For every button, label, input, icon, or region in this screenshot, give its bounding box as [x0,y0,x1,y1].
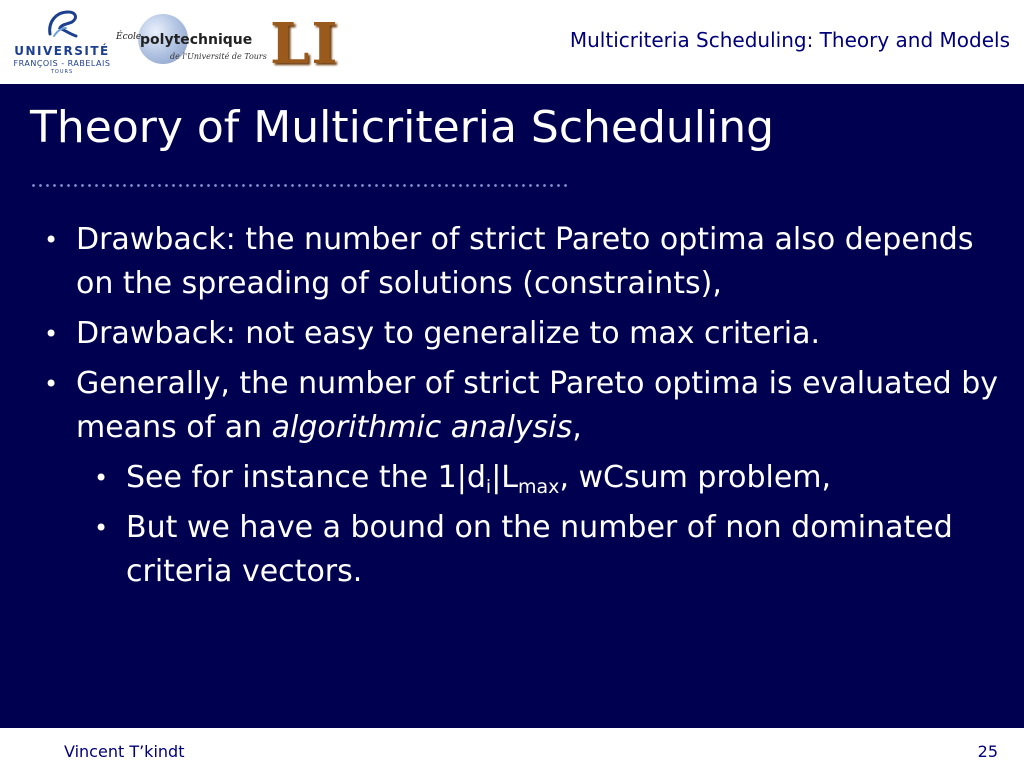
slide-body [40,218,1000,600]
bullet-icon: • [44,370,59,398]
bullet-item [40,312,1000,356]
slide-content-area [0,84,1024,726]
presentation-title: Multicriteria Scheduling: Theory and Models [569,28,1010,52]
university-logo-line2: FRANÇOIS - RABELAIS [13,59,111,68]
bullet-text-after: , [572,410,582,445]
bullet-item [40,218,1000,306]
slide-title: Theory of Multicriteria Scheduling [30,102,775,153]
author-name: Vincent T’kindt [64,742,185,761]
bullet-icon: • [44,320,59,348]
polytechnique-logo-sub: de l'Université de Tours [170,52,267,61]
bullet-icon: • [44,226,59,254]
subscript-i: i [485,476,492,498]
polytechnique-logo [112,2,268,80]
header-bar [0,0,1024,84]
bullet-text: Drawback: the number of strict Pareto optima also depends on the spreading of solutions (constraints), [76,222,974,301]
bullet-text: But we have a bound on the number of non dominated criteria vectors. [126,510,953,589]
bullet-text-emphasis: algorithmic analysis [271,410,573,445]
li-lab-logo: LI [270,11,340,77]
footer-divider [0,726,1024,728]
bullet-icon: • [94,514,109,542]
bullet-text-before: Generally, the number of strict Pareto optima is evaluated by means of an [76,366,999,445]
page-number: 25 [977,742,998,761]
bullet-text [126,460,832,498]
polytechnique-logo-ecole: École [116,32,142,42]
bullet-item [40,362,1000,450]
bullet-icon: • [94,464,109,492]
footer-bar [0,726,1024,768]
dotted-divider [30,182,570,190]
bullet-text [76,366,998,445]
bullet-text-before: See for instance the 1|d [126,460,486,495]
bullet-text: Drawback: not easy to generalize to max criteria. [76,316,820,351]
bullet-text-middle: |L [491,460,519,495]
bullet-text-after: , wCsum problem, [559,460,832,495]
polytechnique-logo-name: polytechnique [140,32,253,48]
university-logo-line3: TOURS [50,69,74,75]
sub-bullet-item [40,456,1000,500]
subscript-max: max [518,476,560,498]
university-logo [6,4,118,78]
university-logo-line1: UNIVERSITÉ [14,44,110,58]
sub-bullet-item [40,506,1000,594]
bullet-list [40,218,1000,594]
university-tours-logo-icon [42,6,82,40]
